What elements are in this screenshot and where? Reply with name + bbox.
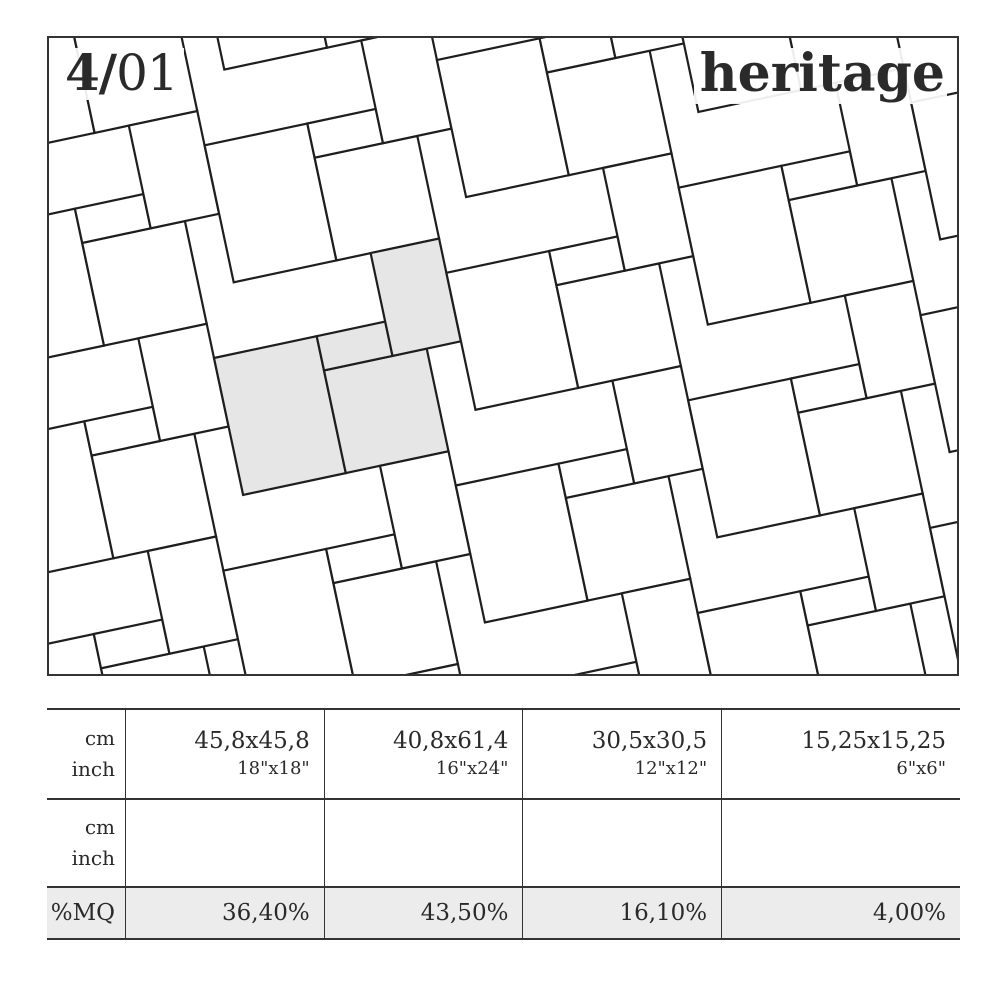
size-cm: 45,8x45,8 — [194, 728, 310, 755]
size-cell — [126, 709, 325, 799]
percent-cell: 16,10% — [523, 887, 722, 939]
tile-pattern-svg — [49, 38, 957, 674]
size-cell — [523, 709, 722, 799]
size-inch: 16"x24" — [435, 757, 509, 779]
size-inch: 6"x6" — [896, 757, 946, 779]
unit-inch-label: inch — [71, 846, 115, 870]
size-spec-table — [47, 708, 960, 940]
tile-16x24 — [195, 38, 327, 70]
table-row-sizes — [47, 709, 960, 799]
size-cm: 40,8x61,4 — [393, 728, 509, 755]
size-cm: 15,25x15,25 — [801, 728, 946, 755]
pattern-code — [63, 43, 184, 102]
unit-labels-cell — [47, 709, 126, 799]
size-inch: 18"x18" — [237, 757, 310, 779]
unit-cm-label: cm — [84, 815, 115, 839]
percent-cell: 43,50% — [324, 887, 523, 939]
pattern-code-prefix: 4/ — [65, 43, 117, 102]
metric-label: %MQ — [47, 887, 126, 939]
unit-cm-label: cm — [84, 726, 115, 750]
pattern-code-number: 01 — [116, 44, 178, 102]
percent-cell: 4,00% — [722, 887, 960, 939]
size-cell — [722, 709, 960, 799]
size-cell — [324, 709, 523, 799]
percent-cell: 36,40% — [126, 887, 325, 939]
tile-12x12 — [622, 579, 712, 674]
unit-inch-label: inch — [71, 757, 115, 781]
empty-cell — [722, 799, 960, 887]
empty-cell — [126, 799, 325, 887]
empty-cell — [324, 799, 523, 887]
size-inch: 12"x12" — [634, 757, 708, 779]
table-row-empty — [47, 799, 960, 887]
unit-labels-cell — [47, 799, 126, 887]
tile-6x6 — [568, 662, 644, 674]
size-cm: 30,5x30,5 — [591, 728, 708, 755]
pattern-title: heritage — [694, 48, 947, 104]
table-row-percent — [47, 887, 960, 939]
empty-cell — [523, 799, 722, 887]
tile-pattern-diagram — [47, 36, 959, 676]
